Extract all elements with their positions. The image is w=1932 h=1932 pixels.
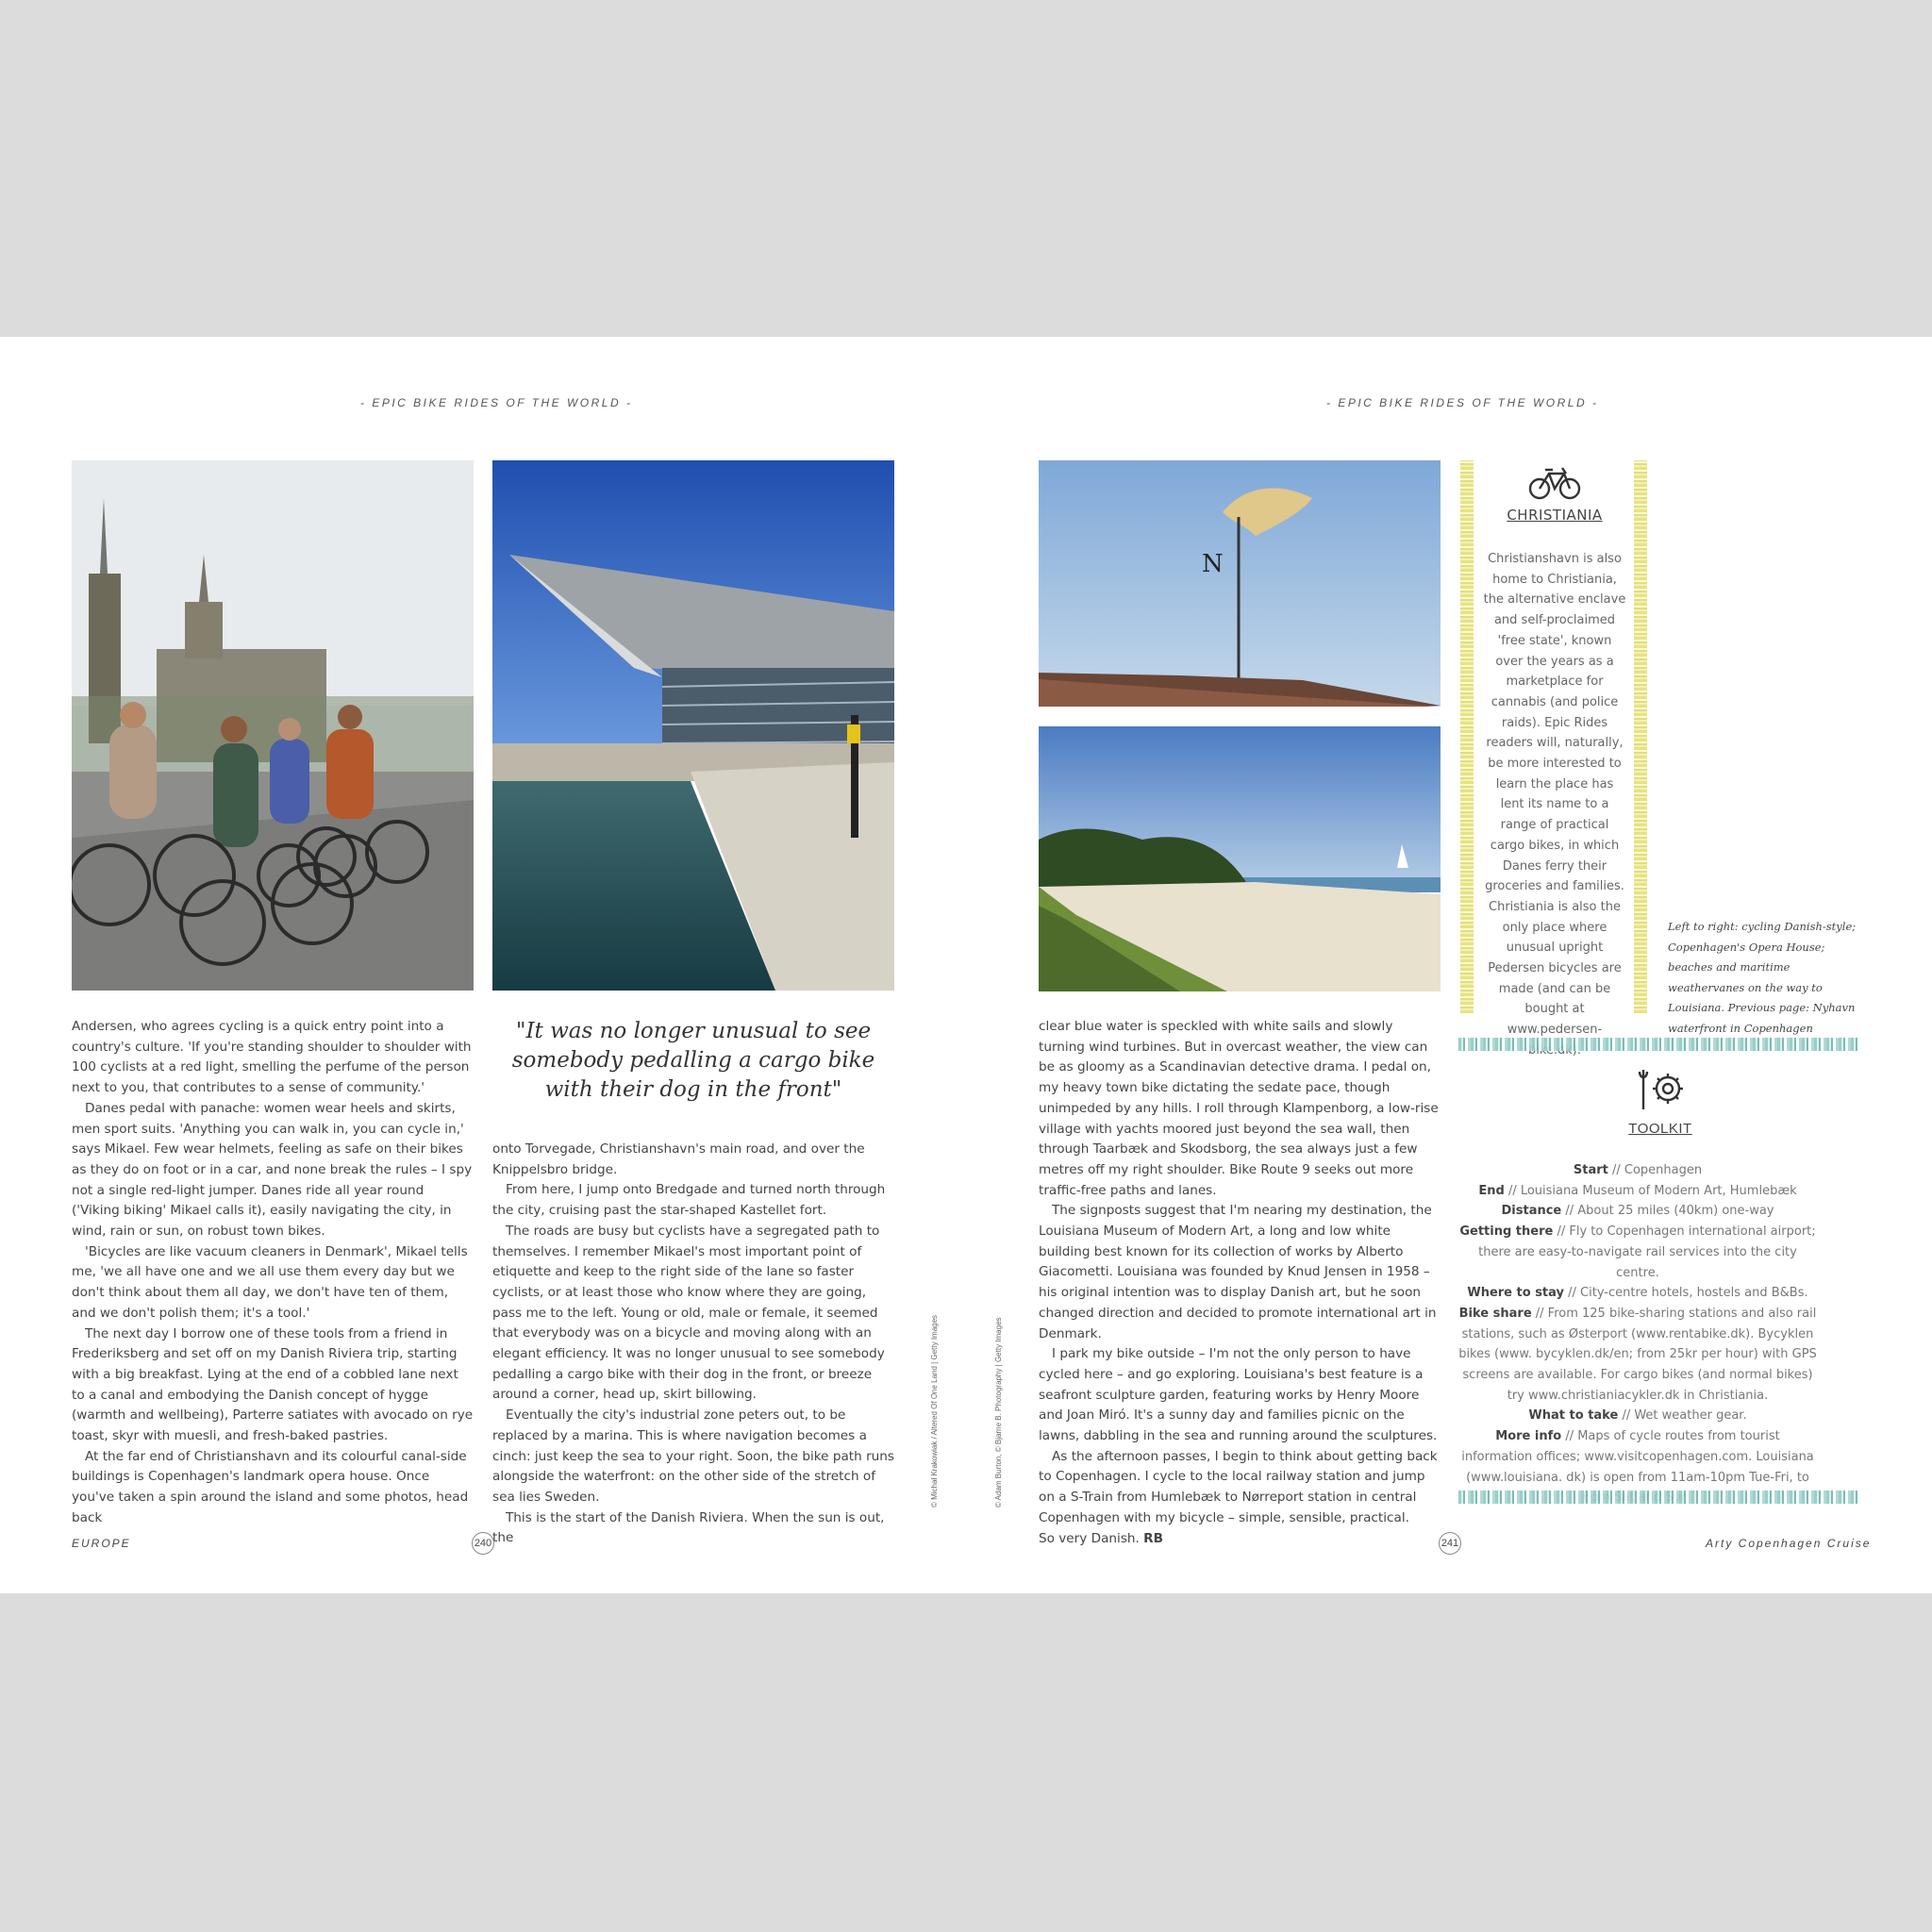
toolkit-title: TOOLKIT bbox=[1628, 1121, 1692, 1137]
cycling-photo bbox=[72, 460, 474, 991]
toolkit-value: Maps of cycle routes from tourist information offices; www.visitcopenhagen.com. Louisiana (www.louisiana. dk) is open from 11am-10pm Tue-Fri, to bbox=[1461, 1429, 1814, 1485]
toolkit-row: More info // Maps of cycle routes from tourist information offices; www.visitcopenhagen.com. Louisiana (www.louisiana. dk) is open from 11am-10pm Tue-Fri, to bbox=[1458, 1426, 1817, 1508]
toolkit-label: Where to stay bbox=[1467, 1286, 1564, 1301]
toolkit-label: End bbox=[1478, 1183, 1505, 1198]
paragraph: clear blue water is speckled with white sails and slowly turning wind turbines. But in overcast weather, the view can be as gloomy as a Scandinavian detective drama. I pedal on, my heavy town bike dictating the sedate pace, though unimpeded by any hills. I roll through Klampenborg, a low-rise village with yachts moored just beyond the sea wall, then through Taarbæk and Skodsborg, the sea always just a few metres off my right shoulder. Bike Route 9 seeks out more traffic-free paths and lanes. bbox=[1039, 1019, 1439, 1198]
svg-text:N: N bbox=[1202, 550, 1224, 578]
toolkit-value: Louisiana Museum of Modern Art, Humlebæk bbox=[1520, 1183, 1797, 1198]
toolkit-label: Bike share bbox=[1458, 1306, 1532, 1321]
toolkit-row: Where to stay // City-centre hotels, hostels and B&Bs. bbox=[1467, 1286, 1808, 1301]
sidebar-text: Christianshavn is also home to Christiania, the alternative enclave and self-proclaimed 'free state', known over the years as a marketplace for cannabis (and police raids). Epic Rides readers will, naturally, be more interested to learn the place has lent its name to a range of practical cargo bikes, in which Danes ferry their groceries and families. Christiania is also the only place where unusual upright Pedersen bicycles are made (and can be bought at www.pedersen- bbox=[1483, 552, 1626, 1038]
opera-house-photo bbox=[492, 460, 894, 991]
sidebar-stripe-left bbox=[1460, 460, 1474, 1013]
toolkit-row: Start // Copenhagen bbox=[1573, 1163, 1703, 1177]
toolkit-value: Fly to Copenhagen international airport; there are easy-to-navigate rail services into the city centre. bbox=[1478, 1224, 1816, 1280]
paragraph: From here, I jump onto Bredgade and turned north through the city, cruising past the star-shaped Kastellet fort. bbox=[492, 1182, 886, 1219]
sidebar-title: CHRISTIANIA bbox=[1507, 507, 1603, 524]
paragraph: Andersen, who agrees cycling is a quick entry point into a country's culture. 'If you're standing shoulder to shoulder with 100 cyclists at a red light, smelling the perfume of the person next to you, that contributes to a sense of community.' bbox=[72, 1019, 472, 1096]
toolkit-label: What to take bbox=[1528, 1408, 1619, 1424]
article-column-1 bbox=[72, 1017, 474, 1529]
closing-line: So very Danish. bbox=[1039, 1530, 1140, 1546]
author-initials: RB bbox=[1143, 1530, 1164, 1546]
bicycle-icon bbox=[1528, 464, 1581, 500]
toolkit-label: Start bbox=[1573, 1163, 1608, 1177]
toolkit-value: Copenhagen bbox=[1624, 1163, 1703, 1177]
photo-credit-right: © Adam Burton, © Bjarne B. Photography | Getty Images bbox=[994, 1317, 1003, 1507]
photo-credit-left: © Michał Krakowiak / Altered Of One Land | Getty Images bbox=[930, 1314, 939, 1507]
toolkit-label: Getting there bbox=[1459, 1224, 1554, 1240]
running-head-left: - EPIC BIKE RIDES OF THE WORLD - bbox=[360, 396, 633, 409]
toolkit-row: Bike share // From 125 bike-sharing stations and also rail stations, such as Østerport (www.rentabike.dk). Bycyklen bikes (www. bycyklen.dk/en; from 25kr per hour) with GPS screens are available. For cargo bikes (and normal bikes) try www.christianiacykler.dk in Christiania. bbox=[1458, 1306, 1817, 1403]
toolkit-row: End // Louisiana Museum of Modern Art, Humlebæk bbox=[1478, 1183, 1797, 1198]
beach-photo bbox=[1039, 726, 1441, 991]
toolkit-row: Getting there // Fly to Copenhagen international airport; there are easy-to-navigate rail services into the city centre. bbox=[1459, 1224, 1816, 1280]
toolkit-value: From 125 bike-sharing stations and also rail stations, such as Østerport (www.rentabike.dk). Bycyklen bikes (www. bycyklen.dk/en; from 25kr per hour) with GPS screens are available. For cargo bikes (and normal bikes) try www.christianiacykler.dk in Christiania. bbox=[1458, 1306, 1817, 1403]
paragraph: The next day I borrow one of these tools from a friend in Frederiksberg and set off on my Danish Riviera trip, starting with a big breakfast. Lying at the end of a cobbled lane next to a canal and embodying the Danish concept of hygge (warmth and wellbeing), Parterre satiates with avocado on rye toast, skyr with muesli, and fresh-baked pastries. bbox=[72, 1325, 474, 1444]
toolkit-label: More info bbox=[1495, 1429, 1562, 1444]
paragraph: The roads are busy but cyclists have a segregated path to themselves. I remember Mikael's most important point of etiquette and keep to the right side of the lane so faster cyclists, or at least those who know where they are going, pass me to the left. Young or old, male or female, it seemed that everybody was on a bicycle and moving along with an elegant efficiency. It was no longer unusual to see somebody pedalling a cargo bike with their dog in the front, or breeze around a corner, head up, skirt billowing. bbox=[492, 1223, 885, 1403]
paragraph: The signposts suggest that I'm nearing my destination, the Louisiana Museum of Modern Art, a long and low white building best known for its collection of works by Alberto Giacometti. Louisiana was founded by Knud Jensen in 1958 – his original intention was to display Danish art, but he soon changed direction and decided to promote international art in Denmark. bbox=[1039, 1203, 1437, 1341]
paragraph: onto Torvegade, Christianshavn's main road, and over the Knippelsbro bridge. bbox=[492, 1141, 865, 1177]
paragraph: 'Bicycles are like vacuum cleaners in Denmark', Mikael tells me, 'we all have one and we all use them every day but we don't think about them all day, we don't have ten of them, and we don't polish them; it's a tool.' bbox=[72, 1243, 468, 1321]
toolkit-row: What to take // Wet weather gear. bbox=[1528, 1408, 1747, 1424]
toolkit-value: Wet weather gear. bbox=[1634, 1408, 1747, 1424]
paragraph: As the afternoon passes, I begin to think about getting back to Copenhagen. I cycle to the local railway station and jump on a S-Train from Humlebæk to Nørreport station in central Copenhagen with my bicycle – simple, sensible, practical. bbox=[1039, 1448, 1438, 1525]
divider-top bbox=[1458, 1038, 1860, 1051]
page-number-right: 241 bbox=[1439, 1532, 1461, 1555]
article-column-2 bbox=[492, 1140, 894, 1549]
page-number-left: 240 bbox=[472, 1532, 494, 1555]
article-column-3 bbox=[1039, 1017, 1441, 1549]
section-label-left: EUROPE bbox=[72, 1537, 131, 1550]
section-label-right: Arty Copenhagen Cruise bbox=[1706, 1537, 1872, 1550]
toolkit-row: Distance // About 25 miles (40km) one-way bbox=[1501, 1204, 1774, 1219]
photo-caption: Left to right: cycling Danish-style; Copenhagen's Opera House; beaches and maritime weathervanes on the way to Louisiana. Previous page: Nyhavn waterfront in Copenhagen bbox=[1668, 920, 1857, 1035]
toolkit-value: City-centre hotels, hostels and B&Bs. bbox=[1580, 1286, 1808, 1301]
sidebar-stripe-right bbox=[1634, 460, 1647, 1013]
toolkit-value: About 25 miles (40km) one-way bbox=[1577, 1204, 1774, 1219]
toolkit-label: Distance bbox=[1501, 1204, 1562, 1219]
paragraph: At the far end of Christianshavn and its colourful canal-side buildings is Copenhagen's landmark opera house. Once you've taken a spin around the island and some photos, head back bbox=[72, 1448, 469, 1525]
paragraph: Eventually the city's industrial zone peters out, to be replaced by a marina. This is where navigation becomes a cinch: just keep the sea to your right. Soon, the bike path runs alongside the waterfront: on the other side of the stretch of sea lies Sweden. bbox=[492, 1407, 894, 1505]
paragraph: I park my bike outside – I'm not the only person to have cycled here – and go exploring. Louisiana's best feature is a seafront sculpture garden, featuring works by Henry Moore and Joan Miró. It's a sunny day and families picnic on the lawns, dabbling in the sea and running around the sculptures. bbox=[1039, 1346, 1438, 1444]
pull-quote: "It was no longer unusual to see somebody pedalling a cargo bike with their dog in the front" bbox=[511, 1019, 875, 1102]
toolkit-list bbox=[1458, 1160, 1817, 1508]
running-head-right: - EPIC BIKE RIDES OF THE WORLD - bbox=[1326, 396, 1599, 409]
tools-icon bbox=[1636, 1066, 1685, 1113]
weathervane-photo bbox=[1039, 460, 1441, 707]
divider-bottom bbox=[1458, 1491, 1860, 1504]
paragraph: This is the start of the Danish Riviera. When the sun is out, the bbox=[492, 1509, 885, 1546]
paragraph: Danes pedal with panache: women wear heels and skirts, men sport suits. 'Anything you can walk in, you can cycle in,' says Mikael. Few wear helmets, feeling as safe on their bikes as they do on foot or in a car, and none break the rules – I spy not a single red-light jumper. Danes ride all year round ('Viking biking' Mikael calls it), easily navigating the city, in wind, rain or sun, on robust town bikes. bbox=[72, 1100, 473, 1240]
